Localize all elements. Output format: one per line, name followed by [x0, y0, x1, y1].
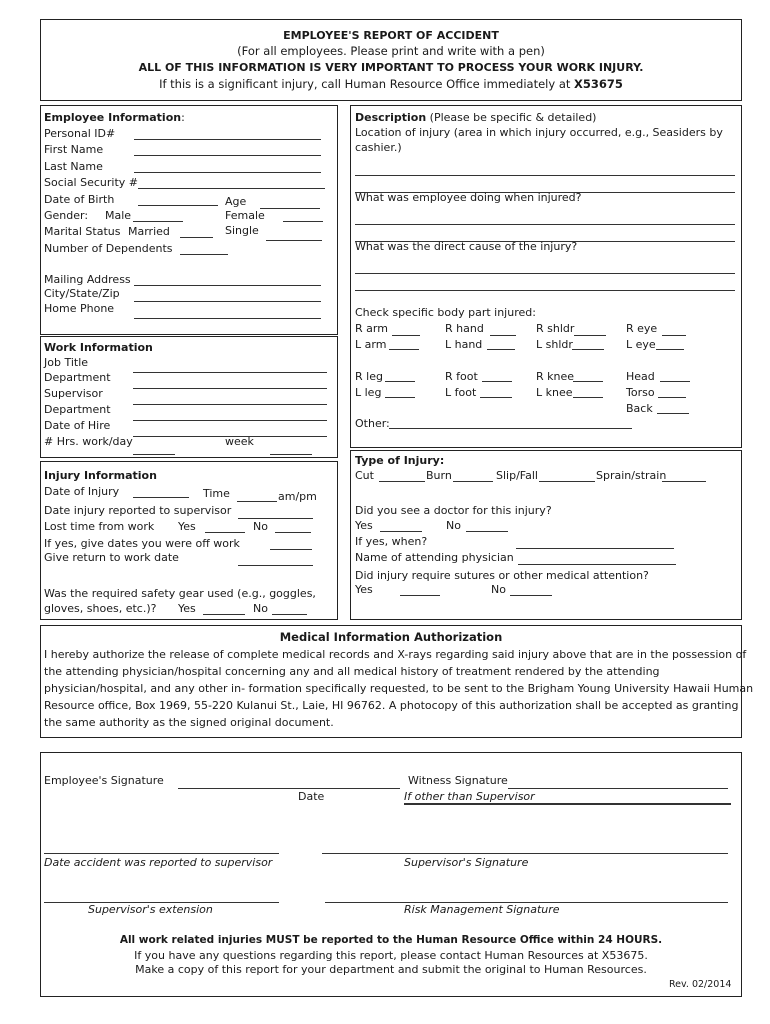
authorization-line-2: the attending physician/hospital concerning any and all medical history of treatment rendered by the attending [44, 665, 660, 678]
injury-info-heading: Injury Information [44, 469, 157, 482]
doctor-prompt: Did you see a doctor for this injury? [355, 504, 552, 517]
date-reported-label: Date accident was reported to supervisor [44, 856, 273, 869]
slip-field[interactable] [539, 481, 595, 482]
dependents-field[interactable] [180, 254, 228, 255]
revision-label: Rev. 02/2014 [669, 979, 732, 990]
l-arm-label: L arm [355, 338, 387, 351]
supervisor-signature-label: Supervisor's Signature [404, 856, 529, 869]
female-label: Female [225, 209, 265, 222]
week-field[interactable] [270, 454, 312, 455]
significant-injury-notice [40, 78, 742, 91]
age-field[interactable] [260, 208, 320, 209]
dob-label: Date of Birth [44, 193, 115, 206]
torso-field[interactable] [658, 397, 686, 398]
footer-questions: If you have any questions regarding this report, please contact Human Resources at X53675. [134, 949, 648, 962]
gear-yes-label: Yes [178, 602, 196, 615]
if-yes-when-label: If yes, when? [355, 535, 428, 548]
slip-label: Slip/Fall [496, 469, 538, 482]
r-arm-field[interactable] [392, 335, 420, 336]
doctor-no-field[interactable] [466, 531, 508, 532]
lost-time-label: Lost time from work [44, 520, 155, 533]
married-field[interactable] [180, 237, 213, 238]
r-hand-field[interactable] [490, 335, 516, 336]
other-label: Other: [355, 417, 390, 430]
date-label: Date [298, 790, 325, 803]
first-name-field[interactable] [134, 155, 321, 156]
authorization-line-5: the same authority as the signed original document. [44, 716, 334, 729]
l-hand-label: L hand [445, 338, 483, 351]
description-heading [355, 111, 596, 124]
authorization-text [44, 646, 754, 731]
job-title-label: Job Title [44, 356, 89, 369]
reported-label: Date injury reported to supervisor [44, 504, 232, 517]
reported-field[interactable] [238, 518, 313, 519]
r-knee-label: R knee [536, 370, 575, 383]
sprain-label: Sprain/strain [596, 469, 667, 482]
form-subtitle: (For all employees. Please print and write with a pen) [237, 44, 545, 58]
dependents-label: Number of Dependents [44, 242, 173, 255]
date-hire-label: Date of Hire [44, 419, 111, 432]
description-heading-text: Description [355, 111, 427, 124]
gear-label-2: gloves, shoes, etc.)? [44, 602, 157, 615]
female-field[interactable] [283, 221, 323, 222]
witness-underline [404, 803, 731, 805]
sutures-yes-label: Yes [355, 583, 373, 596]
physician-label: Name of attending physician [355, 551, 514, 564]
male-field[interactable] [133, 221, 183, 222]
injury-date-field[interactable] [133, 497, 189, 498]
doctor-yes-field[interactable] [380, 531, 422, 532]
dates-off-label: If yes, give dates you were off work [44, 537, 240, 550]
l-shldr-label: L shldr [536, 338, 573, 351]
injury-time-field[interactable] [237, 501, 277, 502]
supervisor-extension-label: Supervisor's extension [88, 903, 213, 916]
gear-yes-field[interactable] [203, 614, 245, 615]
body-part-prompt: Check specific body part injured: [355, 306, 536, 319]
sutures-no-field[interactable] [510, 595, 552, 596]
r-knee-field[interactable] [573, 381, 603, 382]
r-hand-label: R hand [445, 322, 484, 335]
ampm-label: am/pm [278, 490, 317, 503]
department-field[interactable] [133, 388, 327, 389]
head-label: Head [626, 370, 655, 383]
employee-info-heading [44, 111, 185, 124]
dates-off-field[interactable] [270, 549, 312, 550]
l-foot-field[interactable] [480, 397, 512, 398]
lost-time-no-field[interactable] [275, 532, 311, 533]
personal-id-label: Personal ID# [44, 127, 116, 140]
doctor-yes-label: Yes [355, 519, 373, 532]
cut-label: Cut [355, 469, 374, 482]
department2-label: Department [44, 403, 111, 416]
l-eye-field[interactable] [656, 349, 684, 350]
significant-text: If this is a significant injury, call Human Resource Office immediately at [159, 77, 575, 91]
doctor-no-label: No [446, 519, 461, 532]
l-hand-field[interactable] [487, 349, 515, 350]
hrs-field[interactable] [133, 454, 175, 455]
employee-heading-colon: : [181, 111, 185, 124]
physician-field[interactable] [518, 564, 676, 565]
l-knee-label: L knee [536, 386, 573, 399]
employee-heading-text: Employee Information [44, 111, 182, 124]
witness-note-label: If other than Supervisor [404, 790, 535, 803]
l-leg-label: L leg [355, 386, 382, 399]
supervisor-signature-field[interactable] [322, 853, 728, 854]
r-foot-label: R foot [445, 370, 478, 383]
single-field[interactable] [266, 240, 322, 241]
authorization-heading: Medical Information Authorization [279, 630, 503, 644]
department-label: Department [44, 371, 111, 384]
ssn-field[interactable] [138, 188, 325, 189]
married-label: Married [128, 225, 170, 238]
l-knee-field[interactable] [573, 397, 603, 398]
hrs-label: # Hrs. work/day [44, 435, 133, 448]
gender-label: Gender: [44, 209, 89, 222]
l-shldr-field[interactable] [572, 349, 604, 350]
cause-line-1[interactable] [355, 273, 735, 274]
description-heading-note: (Please be specific & detailed) [426, 111, 597, 124]
employee-signature-field[interactable] [178, 788, 400, 789]
torso-label: Torso [626, 386, 655, 399]
return-field[interactable] [238, 565, 313, 566]
injury-date-label: Date of Injury [44, 485, 120, 498]
lost-time-no-label: No [253, 520, 268, 533]
male-label: Male [105, 209, 132, 222]
l-foot-label: L foot [445, 386, 477, 399]
witness-signature-field[interactable] [508, 788, 728, 789]
injury-time-label: Time [203, 487, 230, 500]
age-label: Age [225, 195, 247, 208]
employee-signature-label: Employee's Signature [44, 774, 164, 787]
work-info-heading: Work Information [44, 341, 153, 354]
cause-line-2[interactable] [355, 290, 735, 291]
gear-label-1: Was the required safety gear used (e.g., goggles, [44, 587, 316, 600]
dob-field[interactable] [138, 205, 218, 206]
home-phone-field[interactable] [134, 318, 321, 319]
authorization-line-3: physician/hospital, and any other in- formation specifically requested, to be sent to the Brigham Young University Hawaii Human [44, 682, 754, 695]
footer-24-hours: All work related injuries MUST be reported to the Human Resource Office within 24 HOURS. [119, 934, 663, 946]
important-notice: ALL OF THIS INFORMATION IS VERY IMPORTANT TO PROCESS YOUR WORK INJURY. [138, 61, 644, 74]
lost-time-yes-label: Yes [178, 520, 196, 533]
gear-no-label: No [253, 602, 268, 615]
r-shldr-label: R shldr [536, 322, 575, 335]
back-field[interactable] [657, 413, 689, 414]
ssn-label: Social Security # [44, 176, 138, 189]
if-yes-when-field[interactable] [516, 548, 674, 549]
sutures-yes-field[interactable] [400, 595, 440, 596]
back-label: Back [626, 402, 653, 415]
location-prompt: Location of injury (area in which injury occurred, e.g., Seasiders by cashier.) [355, 126, 723, 154]
cause-prompt: What was the direct cause of the injury? [355, 240, 578, 253]
l-eye-label: L eye [626, 338, 656, 351]
city-label: City/State/Zip [44, 287, 120, 300]
head-field[interactable] [660, 381, 690, 382]
cut-field[interactable] [379, 481, 425, 482]
l-arm-field[interactable] [389, 349, 419, 350]
r-eye-label: R eye [626, 322, 658, 335]
mailing-field[interactable] [134, 285, 321, 286]
r-leg-label: R leg [355, 370, 383, 383]
footer-copy: Make a copy of this report for your department and submit the original to Human Resources. [135, 963, 647, 976]
sprain-field[interactable] [662, 481, 706, 482]
doing-prompt: What was employee doing when injured? [355, 191, 582, 204]
home-phone-label: Home Phone [44, 302, 115, 315]
risk-signature-label: Risk Management Signature [404, 903, 560, 916]
city-field[interactable] [134, 301, 321, 302]
mailing-label: Mailing Address [44, 273, 131, 286]
hr-phone: X53675 [574, 77, 623, 91]
doing-line-1[interactable] [355, 224, 735, 225]
witness-signature-label: Witness Signature [408, 774, 508, 787]
authorization-line-4: Resource office, Box 1969, 55-220 Kulanui St., Laie, HI 96762. A photocopy of this authorization shall be accepted as granting [44, 699, 739, 712]
location-line-1[interactable] [355, 175, 735, 176]
sutures-prompt: Did injury require sutures or other medical attention? [355, 569, 649, 582]
supervisor-field[interactable] [133, 404, 327, 405]
gear-no-field[interactable] [272, 614, 307, 615]
r-arm-label: R arm [355, 322, 388, 335]
l-leg-field[interactable] [385, 397, 415, 398]
authorization-line-1: I hereby authorize the release of complete medical records and X-rays regarding said injury above that are in the possession of [44, 648, 747, 661]
return-label: Give return to work date [44, 551, 179, 564]
r-leg-field[interactable] [385, 381, 415, 382]
single-label: Single [225, 224, 259, 237]
r-eye-field[interactable] [662, 335, 686, 336]
job-title-field[interactable] [133, 372, 327, 373]
first-name-label: First Name [44, 143, 104, 156]
week-label: week [225, 435, 254, 448]
last-name-field[interactable] [134, 172, 321, 173]
marital-label: Marital Status [44, 225, 121, 238]
form-title: EMPLOYEE'S REPORT OF ACCIDENT [283, 29, 499, 42]
date-reported-field[interactable] [44, 853, 279, 854]
burn-field[interactable] [453, 481, 493, 482]
other-field[interactable] [389, 428, 632, 429]
department2-field[interactable] [133, 420, 327, 421]
personal-id-field[interactable] [134, 139, 321, 140]
burn-label: Burn [426, 469, 452, 482]
r-shldr-field[interactable] [574, 335, 606, 336]
supervisor-label: Supervisor [44, 387, 103, 400]
type-injury-heading: Type of Injury: [355, 454, 445, 467]
lost-time-yes-field[interactable] [205, 532, 245, 533]
sutures-no-label: No [491, 583, 506, 596]
r-foot-field[interactable] [482, 381, 512, 382]
last-name-label: Last Name [44, 160, 103, 173]
